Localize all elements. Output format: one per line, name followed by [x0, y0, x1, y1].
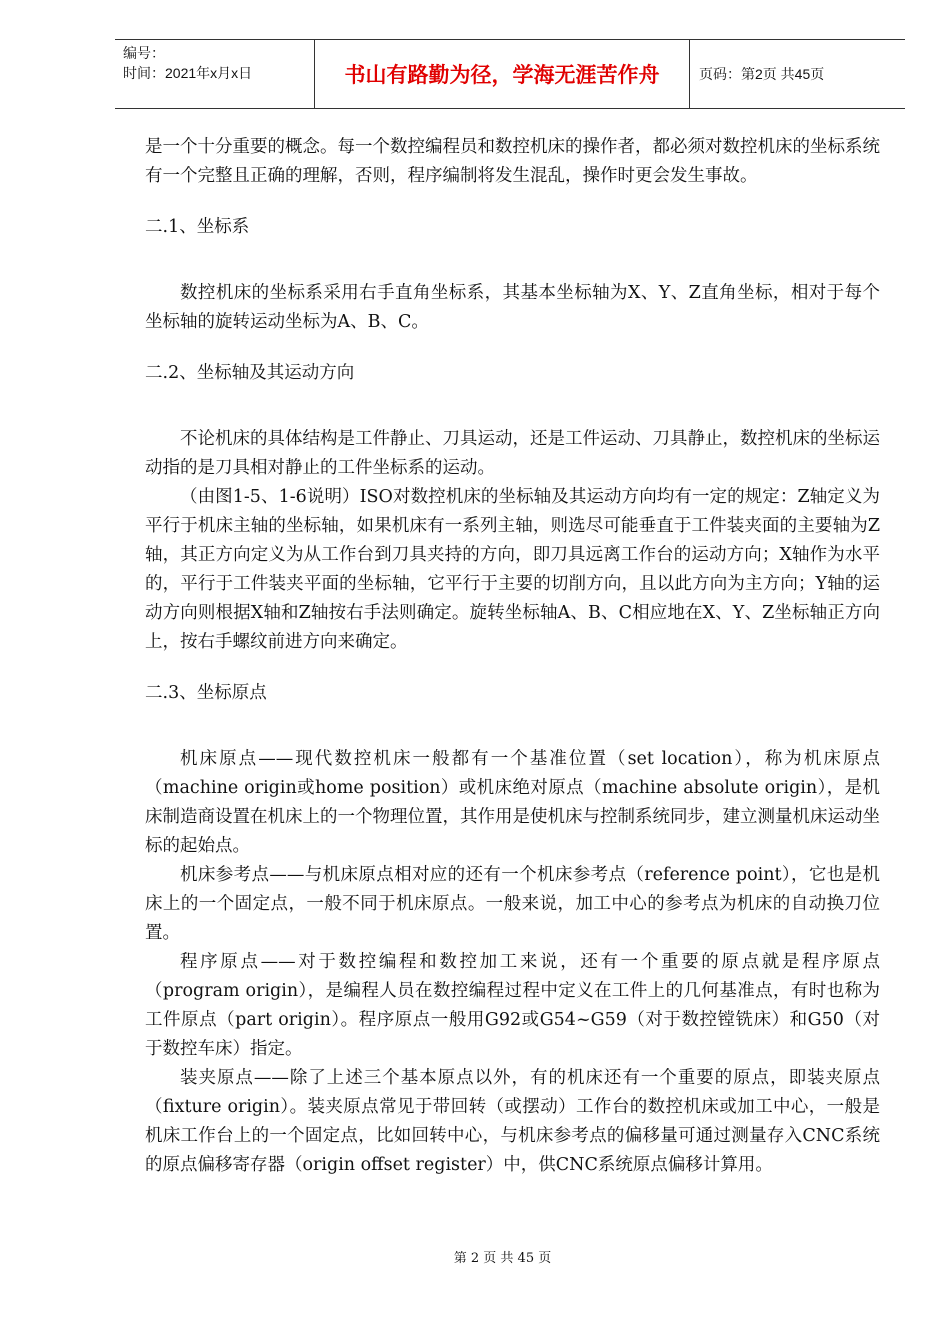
page-header [115, 39, 905, 109]
paragraph-iso-axes: （由图1-5、1-6说明）ISO对数控机床的坐标轴及其运动方向均有一定的规定：Z轴定义为平行于机床主轴的坐标轴，如果机床有一系列主轴，则选尽可能垂直于工件装夹面的主要轴为Z轴，其正方向定义为从工作台到刀具夹持的方向，即刀具远离工作台的运动方向；X轴作为水平的，平行于工件装夹平面的坐标轴，它平行于主要的切削方向，且以此方向为主方向；Y轴的运动方向则根据X轴和Z轴按右手法则确定。旋转坐标轴A、B、C相应地在X、Y、Z坐标轴正方向上，按右手螺纹前进方向来确定。 [145, 487, 880, 652]
footer-page-number: 第 2 页 共 45 页 [453, 1251, 552, 1266]
section-heading-origin: 二.3、坐标原点 [145, 683, 267, 703]
paragraph-fixture-origin: 装夹原点——除了上述三个基本原点以外，有的机床还有一个重要的原点，即装夹原点（fixture origin）。装夹原点常见于带回转（或摆动）工作台的数控机床或加工中心，一般是机床工作台上的一个固定点，比如回转中心，与机床参考点的偏移量可通过测量存入CNC系统的原点偏移寄存器（origin offset register）中，供CNC系统原点偏移计算用。 [145, 1068, 880, 1175]
document-body [145, 133, 880, 1180]
header-meta [115, 40, 315, 108]
section-heading-axes: 二.2、坐标轴及其运动方向 [145, 363, 355, 383]
paragraph-reference-point: 机床参考点——与机床原点相对应的还有一个机床参考点（reference point），它也是机床上的一个固定点，一般不同于机床原点。一般来说，加工中心的参考点为机床的自动换刀位置。 [145, 865, 880, 943]
paragraph-intro: 是一个十分重要的概念。每一个数控编程员和数控机床的操作者，都必须对数控机床的坐标系统有一个完整且正确的理解，否则，程序编制将发生混乱，操作时更会发生事故。 [145, 137, 880, 186]
section-heading-coordinate-system: 二.1、坐标系 [145, 217, 250, 237]
header-page-number: 页码：第2页 共45页 [699, 66, 825, 82]
paragraph-machine-origin: 机床原点——现代数控机床一般都有一个基准位置（set location），称为机床原点（machine origin或home position）或机床绝对原点（machine absolute origin），是机床制造商设置在机床上的一个物理位置，其作用是使机床与控制系统同步，建立测量机床运动坐标的起始点。 [145, 749, 880, 856]
document-number-label: 编号： [123, 45, 165, 61]
header-motto: 书山有路勤为径，学海无涯苦作舟 [315, 40, 690, 108]
page-footer [0, 1247, 950, 1266]
document-time-label: 时间：2021年x月x日 [123, 65, 253, 81]
paragraph-program-origin: 程序原点——对于数控编程和数控加工来说，还有一个重要的原点就是程序原点（program origin），是编程人员在数控编程过程中定义在工件上的几何基准点，有时也称为工件原点（part origin）。程序原点一般用G92或G54~G59（对于数控镗铣床）和G50（对于数控车床）指定。 [145, 952, 880, 1059]
paragraph-coordinate-system: 数控机床的坐标系采用右手直角坐标系，其基本坐标轴为X、Y、Z直角坐标，相对于每个坐标轴的旋转运动坐标为A、B、C。 [145, 283, 880, 332]
paragraph-axes-motion: 不论机床的具体结构是工件静止、刀具运动，还是工件运动、刀具静止，数控机床的坐标运动指的是刀具相对静止的工件坐标系的运动。 [145, 429, 880, 478]
